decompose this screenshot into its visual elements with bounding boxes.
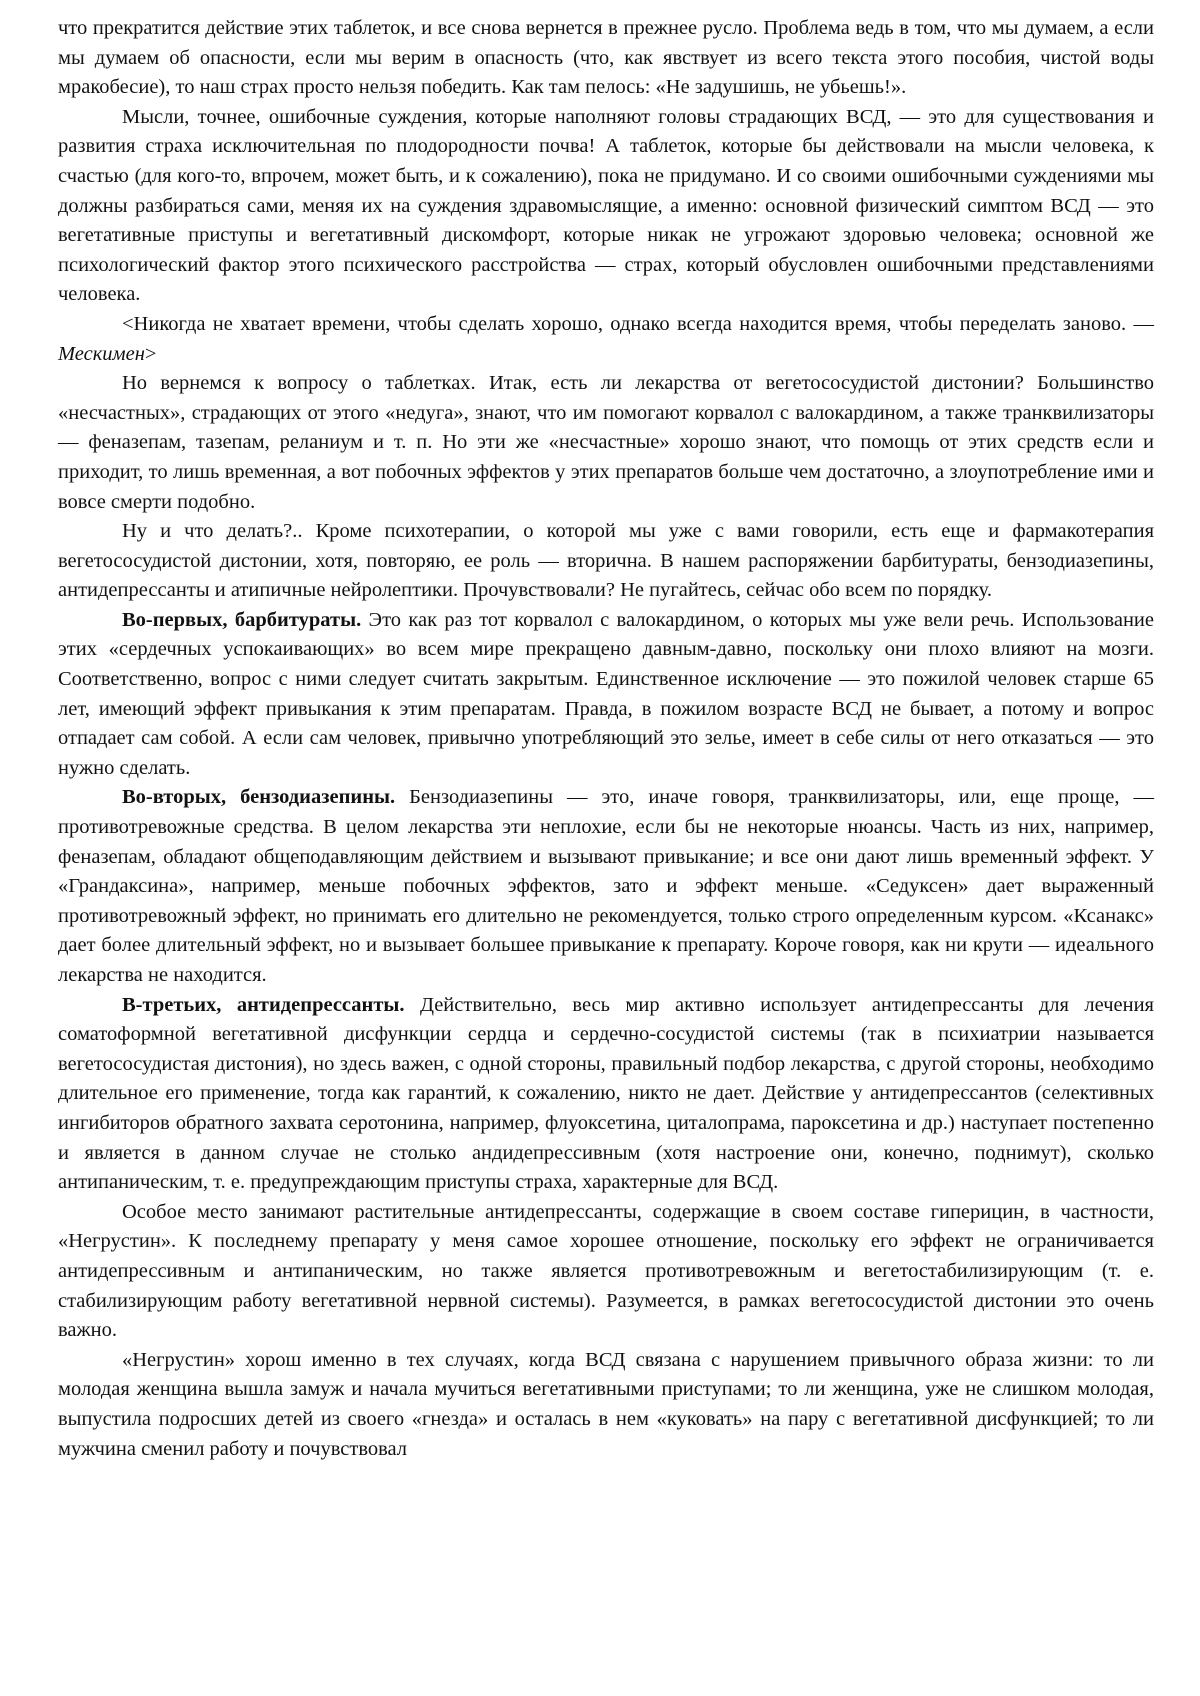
paragraph-9 [58,1198,1154,1346]
paragraph-text: > [144,342,157,365]
paragraph-text: Действительно, весь мир активно использует антидепрессанты для лечения соматоформной вегетативной дисфункции сердца и сердечно-сосудистой системы (так в психиатрии называется вегетососудистая дистония), но здесь важен, с одной стороны, правильный подбор лекарства, с другой стороны, необходимо длительное его применение, тогда как гарантий, к сожалению, никто не дает. Действие у антидепрессантов (селективных ингибиторов обратного захвата серотонина, например, флуоксетина, циталопрама, пароксетина и др.) наступает постепенно и является в данном случае не столько андидепрессивным (хотя настроение они, конечно, поднимут), сколько антипаническим, т. е. предупреждающим приступы страха, характерные для ВСД. [58,993,1154,1194]
quote-author: Мескимен [58,342,145,365]
paragraph-1 [58,14,1154,103]
paragraph-text: Бензодиазепины — это, иначе говоря, транквилизаторы, или, еще проще, — противотревожные средства. В целом лекарства эти неплохие, если бы не некоторые нюансы. Часть из них, например, феназепам, обладают общеподавляющим действием и вызывают привыкание; и все они дают лишь временный эффект. У «Грандаксина», например, меньше побочных эффектов, зато и эффект меньше. «Седуксен» дает выраженный противотревожный эффект, но принимать его длительно не рекомендуется, только строго определенным курсом. «Ксанакс» дает более длительный эффект, но и вызывает большее привыкание к препарату. Короче говоря, как ни крути — идеального лекарства не находится. [58,786,1154,986]
paragraph-text: Мысли, точнее, ошибочные суждения, которые наполняют головы страдающих ВСД, — это для существования и развития страха исключительная по плодородности почва! А таблеток, которые бы действовали на мысли человека, к счастью (для кого-то, впрочем, может быть, и к сожалению), пока не придумано. И со своими ошибочными суждениями мы должны разбираться сами, меняя их на суждения здравомыслящие, а именно: основной физический симптом ВСД — это вегетативные приступы и вегетативный дискомфорт, которые никак не угрожают здоровью человека; основной же психологический фактор этого психического расстройства — страх, который обусловлен ошибочными представлениями человека. [58,105,1154,306]
paragraph-text: Это как раз тот корвалол с валокардином, о которых мы уже вели речь. Использование этих «сердечных успокаивающих» во всем мире прекращено давным-давно, поскольку они плохо влияют на мозги. Соответственно, вопрос с ними следует считать закрытым. Единственное исключение — это пожилой человек старше 65 лет, имеющий эффект привыкания к этим препаратам. Правда, в пожилом возрасте ВСД не бывает, а потому и вопрос отпадает сам собой. А если сам человек, привычно употребляющий это зелье, имеет в себе силы от него отказаться — это нужно сделать. [58,608,1154,779]
paragraph-heading: Во-первых, барбитураты. [122,608,362,631]
paragraph-text: <Никогда не хватает времени, чтобы сделать хорошо, однако всегда находится время, чтобы переделать заново. — [122,312,1154,335]
paragraph-text: Но вернемся к вопросу о таблетках. Итак, есть ли лекарства от вегетососудистой дистонии? Большинство «несчастных», страдающих от этого «недуга», знают, что им помогают корвалол с валокардином, а также транквилизаторы — феназепам, тазепам, реланиум и т. п. Но эти же «несчастные» хорошо знают, что помощь от этих средств если и приходит, то лишь временная, а вот побочных эффектов у этих препаратов больше чем достаточно, а злоупотребление ими и вовсе смерти подобно. [58,372,1154,513]
paragraph-4 [58,369,1154,517]
paragraph-3 [58,310,1154,369]
paragraph-text: что прекратится действие этих таблеток, и все снова вернется в прежнее русло. Проблема ведь в том, что мы думаем, а если мы думаем об опасности, если мы верим в опасность (что, как явствует из всего текста этого пособия, чистой воды мракобесие), то наш страх просто нельзя победить. Как там пелось: «Не задушишь, не убьешь!». [58,17,1154,99]
paragraph-7 [58,783,1154,990]
paragraph-text: «Негрустин» хорош именно в тех случаях, когда ВСД связана с нарушением привычного образа жизни: то ли молодая женщина вышла замуж и начала мучиться вегетативными приступами; то ли женщина, уже не слишком молодая, выпустила подросших детей из своего «гнезда» и осталась в нем «куковать» на пару с вегетативной дисфункцией; то ли мужчина сменил работу и почувствовал [58,1348,1154,1460]
paragraph-heading: В-третьих, антидепрессанты. [122,993,405,1016]
paragraph-text: Особое место занимают растительные антидепрессанты, содержащие в своем составе гиперицин, в частности, «Негрустин». К последнему препарату у меня самое хорошее отношение, поскольку его эффект не ограничивается антидепрессивным и антипаническим, но также является противотревожным и вегетостабилизирующим (т. е. стабилизирующим работу вегетативной нервной системы). Разумеется, в рамках вегетососудистой дистонии это очень важно. [58,1200,1154,1342]
paragraph-8 [58,991,1154,1198]
paragraph-6 [58,606,1154,784]
paragraph-5 [58,517,1154,606]
paragraph-2 [58,103,1154,310]
paragraph-text: Ну и что делать?.. Кроме психотерапии, о которой мы уже с вами говорили, есть еще и фармакотерапия вегетососудистой дистонии, хотя, повторяю, ее роль — вторична. В нашем распоряжении барбитураты, бензодиазепины, антидепрессанты и атипичные нейролептики. Прочувствовали? Не пугайтесь, сейчас обо всем по порядку. [58,520,1154,602]
paragraph-10 [58,1346,1154,1464]
paragraph-heading: Во-вторых, бензодиазепины. [122,786,396,809]
